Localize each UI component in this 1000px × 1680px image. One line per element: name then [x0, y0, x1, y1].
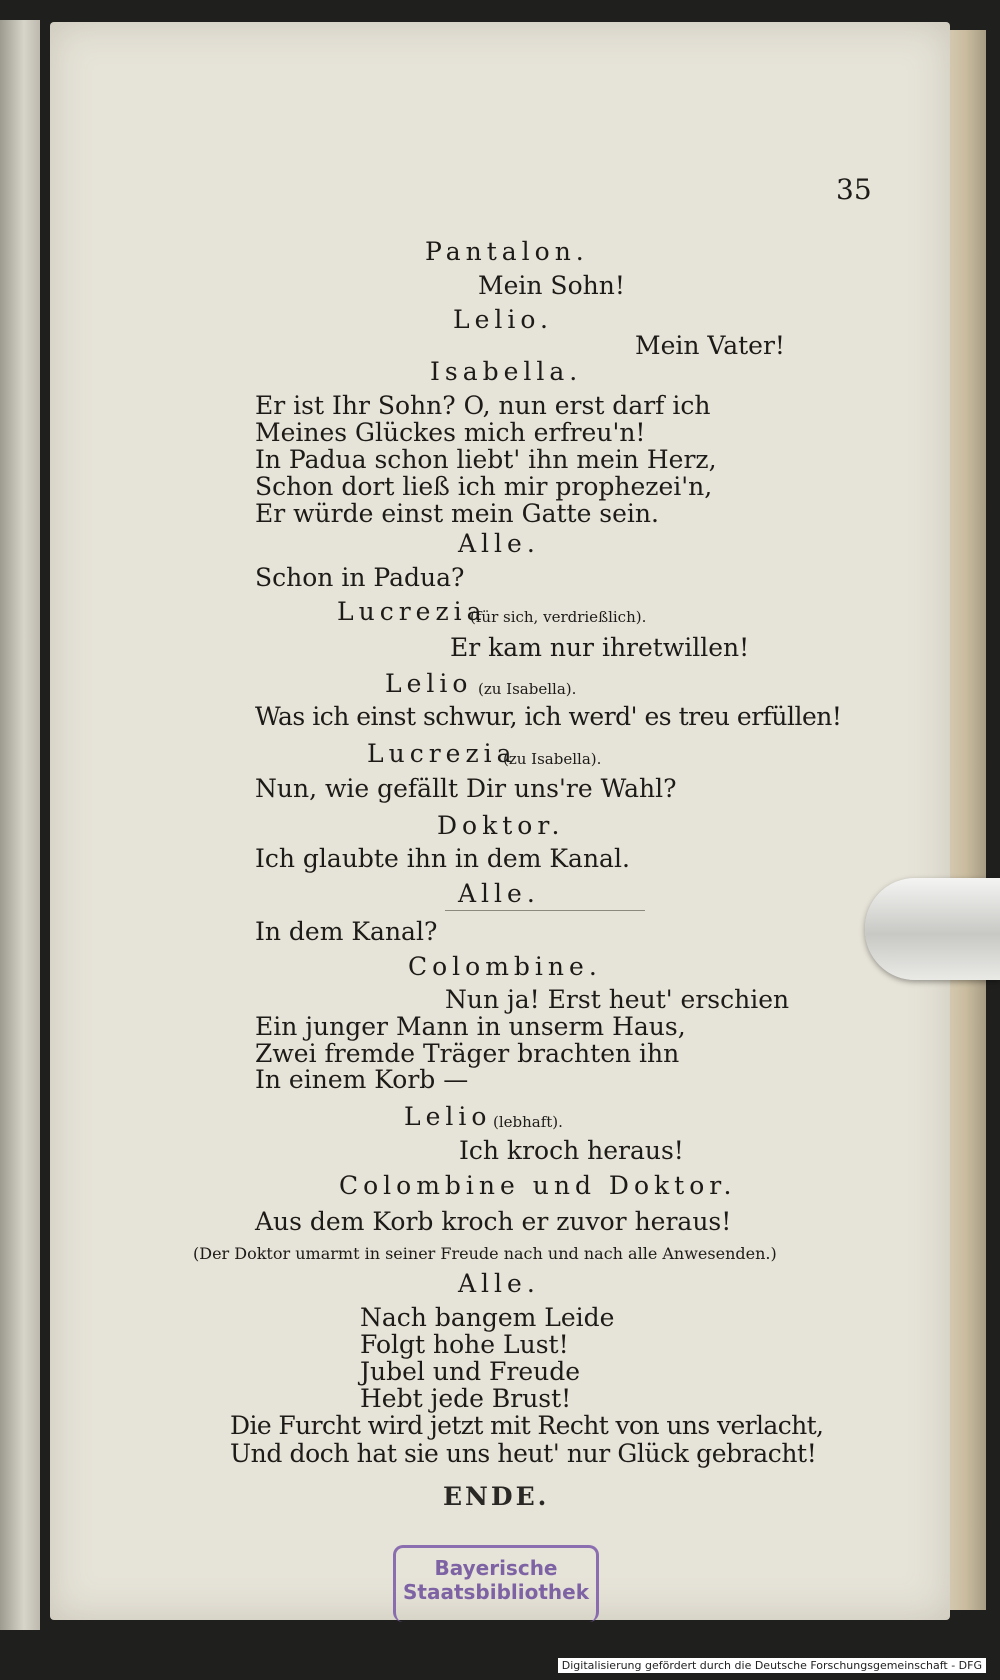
stage-direction: (lebhaft). [493, 1113, 563, 1131]
line: Jubel und Freude [360, 1357, 581, 1386]
facing-page-edge [0, 20, 40, 1630]
speaker-lucrezia: Lucrezia [337, 597, 487, 626]
speaker-colombine-doktor: Colombine und Doktor. [339, 1171, 737, 1200]
stage-direction: (zu Isabella). [503, 750, 602, 768]
end-mark: ENDE. [443, 1482, 550, 1511]
speaker-pantalon: Pantalon. [425, 237, 589, 266]
speaker-lelio: Lelio [385, 669, 473, 698]
line: Nach bangem Leide [360, 1303, 615, 1332]
speaker-alle: Alle. [458, 879, 540, 908]
stage-direction: (Der Doktor umarmt in seiner Freude nach und nach alle Anwesenden.) [193, 1244, 777, 1263]
stage-direction: (zu Isabella). [478, 680, 577, 698]
line: In einem Korb — [255, 1065, 469, 1094]
line: Was ich einst schwur, ich werd' es treu erfüllen! [255, 702, 842, 731]
library-stamp [393, 1545, 599, 1622]
line: In dem Kanal? [255, 917, 438, 946]
footer-credit: Digitalisierung gefördert durch die Deutsche Forschungsgemeinschaft - DFG [558, 1658, 986, 1673]
line: Mein Sohn! [478, 271, 625, 300]
line: Schon dort ließ ich mir prophezei'n, [255, 472, 713, 501]
line: In Padua schon liebt' ihn mein Herz, [255, 445, 717, 474]
speaker-colombine: Colombine. [408, 952, 602, 981]
speaker-doktor: Doktor. [437, 811, 565, 840]
page-number: 35 [836, 173, 872, 206]
line: Ich kroch heraus! [459, 1136, 684, 1165]
speaker-isabella: Isabella. [430, 357, 583, 386]
line: Und doch hat sie uns heut' nur Glück gebracht! [230, 1439, 817, 1468]
line: Nun, wie gefällt Dir uns're Wahl? [255, 774, 677, 803]
line: Meines Glückes mich erfreu'n! [255, 418, 646, 447]
line: Mein Vater! [635, 331, 785, 360]
speaker-alle: Alle. [458, 1269, 540, 1298]
stage-direction: (für sich, verdrießlich). [470, 608, 647, 626]
line: Hebt jede Brust! [360, 1384, 572, 1413]
line: Zwei fremde Träger brachten ihn [255, 1039, 680, 1068]
speaker-lelio: Lelio. [453, 305, 553, 334]
divider [445, 910, 645, 911]
line: Ich glaubte ihn in dem Kanal. [255, 844, 630, 873]
line: Die Furcht wird jetzt mit Recht von uns verlacht, [230, 1411, 824, 1440]
library-stamp-text: Bayerische Staatsbibliothek [402, 1556, 590, 1604]
line: Er kam nur ihretwillen! [450, 633, 750, 662]
speaker-alle: Alle. [458, 529, 540, 558]
line: Schon in Padua? [255, 563, 465, 592]
line: Aus dem Korb kroch er zuvor heraus! [255, 1207, 732, 1236]
line: Nun ja! Erst heut' erschien [445, 985, 790, 1014]
line: Er würde einst mein Gatte sein. [255, 499, 659, 528]
speaker-lelio: Lelio [404, 1102, 492, 1131]
line: Folgt hohe Lust! [360, 1330, 569, 1359]
speaker-lucrezia: Lucrezia [367, 739, 517, 768]
line: Ein junger Mann in unserm Haus, [255, 1012, 686, 1041]
page-clip [865, 878, 1000, 980]
line: Er ist Ihr Sohn? O, nun erst darf ich [255, 391, 711, 420]
